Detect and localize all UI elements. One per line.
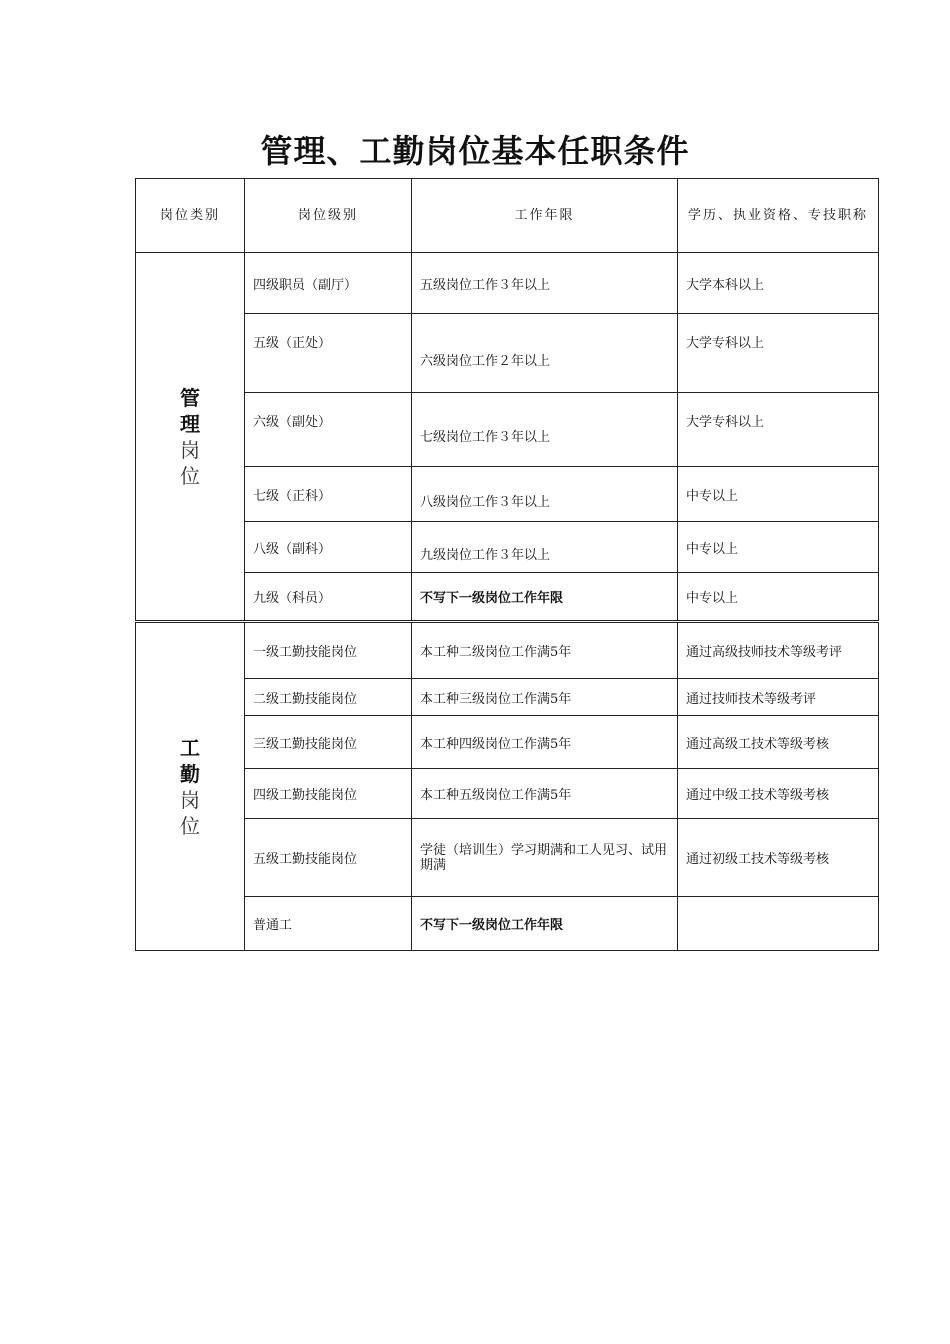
- years-cell: 本工种三级岗位工作满5年: [412, 679, 678, 716]
- level-cell: 九级（科员）: [245, 573, 412, 622]
- qualification-cell: 通过初级工技术等级考核: [678, 819, 879, 897]
- header-category: 岗位类别: [136, 179, 245, 253]
- table-row: [136, 393, 879, 467]
- years-cell: 本工种四级岗位工作满5年: [412, 716, 678, 769]
- table-row: [136, 897, 879, 951]
- category-char: 岗: [180, 437, 200, 462]
- years-cell: 五级岗位工作３年以上: [412, 253, 678, 314]
- level-cell: 七级（正科）: [245, 467, 412, 522]
- level-cell: 四级工勤技能岗位: [245, 769, 412, 819]
- qualification-table: [135, 178, 879, 951]
- table-row: [136, 467, 879, 522]
- table-row: [136, 679, 879, 716]
- header-row: [136, 179, 879, 253]
- qualification-cell: 中专以上: [678, 522, 879, 573]
- header-qualification: 学历、执业资格、专技职称: [678, 179, 879, 253]
- years-cell: 本工种五级岗位工作满5年: [412, 769, 678, 819]
- level-cell: 五级工勤技能岗位: [245, 819, 412, 897]
- category-char: 岗: [180, 787, 200, 812]
- table-row: [136, 622, 879, 679]
- category-char: 工: [180, 735, 200, 760]
- level-cell: 四级职员（副厅）: [245, 253, 412, 314]
- header-level: 岗位级别: [245, 179, 412, 253]
- years-cell: 不写下一级岗位工作年限: [412, 573, 678, 622]
- table-row: [136, 819, 879, 897]
- level-cell: 普通工: [245, 897, 412, 951]
- table-row: [136, 716, 879, 769]
- category-service: [136, 622, 245, 951]
- qualification-cell: 通过技师技术等级考评: [678, 679, 879, 716]
- qualification-cell: 通过中级工技术等级考核: [678, 769, 879, 819]
- table-row: [136, 522, 879, 573]
- level-cell: 五级（正处）: [245, 314, 412, 393]
- level-cell: 三级工勤技能岗位: [245, 716, 412, 769]
- qualification-cell: 中专以上: [678, 573, 879, 622]
- header-years: 工作年限: [412, 179, 678, 253]
- years-cell: 七级岗位工作３年以上: [412, 393, 678, 467]
- qualification-cell: 通过高级工技术等级考核: [678, 716, 879, 769]
- qualification-cell: 通过高级技师技术等级考评: [678, 622, 879, 679]
- qualification-cell: 大学专科以上: [678, 393, 879, 467]
- qualification-cell: 大学本科以上: [678, 253, 879, 314]
- qualification-cell: [678, 897, 879, 951]
- qualification-cell: 中专以上: [678, 467, 879, 522]
- table-row: [136, 769, 879, 819]
- category-char: 位: [180, 463, 200, 488]
- years-cell: 本工种二级岗位工作满5年: [412, 622, 678, 679]
- category-char: 位: [180, 813, 200, 838]
- years-cell: 八级岗位工作３年以上: [412, 467, 678, 522]
- table-row: [136, 314, 879, 393]
- page-title: 管理、工勤岗位基本任职条件: [260, 132, 690, 170]
- table-row: [136, 253, 879, 314]
- category-management: [136, 253, 245, 622]
- table-row: [136, 573, 879, 622]
- years-cell: 学徒（培训生）学习期满和工人见习、试用期满: [412, 819, 678, 897]
- years-cell: 不写下一级岗位工作年限: [412, 897, 678, 951]
- level-cell: 八级（副科）: [245, 522, 412, 573]
- category-char: 管: [180, 385, 200, 410]
- category-char: 理: [180, 411, 200, 436]
- years-cell: 六级岗位工作２年以上: [412, 314, 678, 393]
- level-cell: 一级工勤技能岗位: [245, 622, 412, 679]
- qualification-cell: 大学专科以上: [678, 314, 879, 393]
- years-cell: 九级岗位工作３年以上: [412, 522, 678, 573]
- level-cell: 二级工勤技能岗位: [245, 679, 412, 716]
- category-char: 勤: [180, 761, 200, 786]
- level-cell: 六级（副处）: [245, 393, 412, 467]
